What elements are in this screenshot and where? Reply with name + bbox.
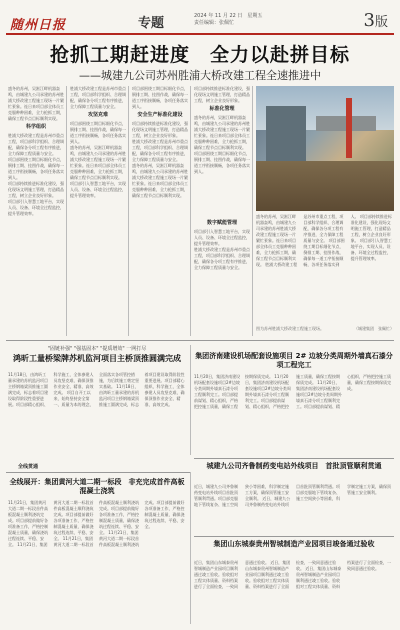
left-story-text xyxy=(8,372,186,408)
lead-col4-text: 项目部持续推进标准化建设，强化现场文明施工管理，打造精品工程，树立企业良好形象。 xyxy=(194,86,250,103)
bottom-left-paragraph: 11月21日，集团黄河大道二期一标段首件高板混凝土顺利浇筑完成。项目部提前做好各项准备工作，严格控制混凝土质量，确保浇筑过程连续、平稳、安全。 xyxy=(8,500,48,547)
bottom-left-text xyxy=(8,500,186,548)
lead-right-text-a: 盛冬的苏州，吴淞江畔机器轰鸣，由城建九公司承建的苏州胜浦大桥改建工程施工现场一片繁忙景象。连日来项目部全体员工克服种种困难，全力抢抓工期，确保工程节点目标顺利实现。 xyxy=(256,214,296,267)
lead-mini-title-2: 攻坚克难 xyxy=(87,112,108,118)
lead-column-3 xyxy=(132,86,188,336)
photo-structure xyxy=(266,106,306,166)
masthead-rule xyxy=(6,33,394,35)
lead-subhead: ——城建九公司苏州胜浦大桥改建工程全速推进中 xyxy=(79,69,321,82)
right-story-paragraph-2: 11月20日，集团济南建设机场配套设施项目2#边坡分类周期外墙真石漆分项工程顺利完工。项目部提前谋划、精心组织，严格把控施工质量，确保工程按期保质完成。 xyxy=(245,374,340,409)
lead-mini-title-3: 安全生产标准化建设 xyxy=(137,112,183,118)
section-divider xyxy=(6,340,394,341)
lead-mini-title-1: 科学组织 xyxy=(25,124,46,130)
lead-col3-text-c: 胜浦大桥改建工程是苏州市重点工程，项目部科学组织、合理调配，确保各分项工程有序推进，全力保障工程质量与安全。 xyxy=(132,139,188,162)
lead-col3-text-b: 项目部持续推进标准化建设，强化现场文明施工管理，打造精品工程，树立企业良好形象。 xyxy=(132,121,188,138)
left-story-paragraph-3: 11月18日，由鸿昕工量承建的苏机监河项目主桥钢箱梁顶推施工圆满完成，标志着项目建设取得阶段性重要进展。项目部精心组织、科学施工，全体参建人员攻坚克难，确保顶推作业安全、精准、高效完成。 xyxy=(99,372,185,407)
lead-right-paragraph xyxy=(256,214,394,268)
bottom-right-paragraph-3: 近日，集团山东城泰贵州智城制造产业园项目顺利通过竣工验收。验收组对工程实体质量、资料档案进行了全面检查，一致同意通过验收。 xyxy=(296,560,391,589)
lead-column-4b xyxy=(194,218,250,336)
bottom-right-text xyxy=(194,560,394,590)
lead-col1-text-e: 项目部引入智慧工地平台，实现人员、设备、环境全过程监控，提升管理效率。 xyxy=(8,199,64,216)
lead-col4-text-b: 盛冬的苏州，吴淞江畔机器轰鸣，由城建九公司承建的苏州胜浦大桥改建工程施工现场一片繁忙景象。连日来项目部全体员工克服种种困难，全力抢抓工期，确保工程节点目标顺利实现。 xyxy=(194,115,250,150)
lead-right-text-c: 项目部围绕工期目标细化节点，倒排工期、挂图作战，确保每一道工序衔接顺畅，各项任务落实到人。 xyxy=(303,214,359,267)
lead-right-text-d: 项目部持续推进标准化建设，强化现场文明施工管理，打造精品工程，树立企业良好形象。 xyxy=(350,214,392,243)
bottom-right-paragraph: 近日，集团山东城泰贵州智城制造产业园项目顺利通过竣工验收。验收组对工程实体质量、资料档案进行了全面检查，一致同意通过验收。 xyxy=(194,560,269,589)
section-name: 专题 xyxy=(138,16,165,31)
bottom-left-paragraph-4: 11月21日，集团黄河大道二期一标段首件高板混凝土顺利浇筑完成。项目部提前做好各项准备工作，严格控制混凝土质量，确保浇筑过程连续、平稳、安全。 xyxy=(99,500,185,547)
mid-story-paragraph-2: 近日，城建九公司齐鲁制药变电站外线项目首批顶管顺利贯通。项目部克服地下管线复杂、施工空间狭小等困难，科学制定施工方案，确保顶管施工安全顺利。 xyxy=(245,484,391,507)
issue-date: 2024 年 11 月 22 日 星期五 xyxy=(194,13,263,19)
left-story-kicker: "固链补强" "强基固本" "提质增效" 一网打尽 xyxy=(47,346,147,352)
lead-right-text xyxy=(256,214,394,324)
mid-story-text xyxy=(194,484,394,508)
right-story-paragraph: 11月20日，集团济南建设机场配套设施项目2#边坡分类周期外墙真石漆分项工程顺利完工。项目部提前谋划、精心组织，严格把控施工质量，确保工程按期保质完成。 xyxy=(194,374,273,409)
lead-col1-text-d: 项目部持续推进标准化建设，强化现场文明施工管理，打造精品工程，树立企业良好形象。 xyxy=(8,181,64,198)
lead-col2-text-b: 项目部围绕工期目标细化节点，倒排工期、挂图作战，确保每一道工序衔接顺畅，各项任务落实到人。 xyxy=(70,121,126,144)
left-story-body xyxy=(8,372,186,460)
page-number-value: 3 xyxy=(363,10,375,31)
mid-story-paragraph: 近日，城建九公司齐鲁制药变电站外线项目首批顶管顺利贯通。项目部克服地下管线复杂、施工空间狭小等困难，科学制定施工方案，确保顶管施工安全顺利。 xyxy=(194,484,289,507)
lead-right-text-e: 项目部引入智慧工地平台，实现人员、设备、环境全过程监控，提升管理效率。 xyxy=(350,238,392,261)
bottom-right-body xyxy=(194,560,394,624)
photo-ground xyxy=(256,161,394,211)
lead-col1-text-c: 项目部围绕工期目标细化节点，倒排工期、挂图作战，确保每一道工序衔接顺畅，各项任务落实到人。 xyxy=(8,157,64,180)
right-story-text xyxy=(194,374,394,410)
lead-col4-text-c: 项目部围绕工期目标细化节点，倒排工期、挂图作战，确保每一道工序衔接顺畅，各项任务落实到人。 xyxy=(194,151,250,174)
editor-credit: 责任编辑：张佩忙 xyxy=(194,20,235,26)
column-divider xyxy=(190,86,191,336)
lead-col3-text: 项目部围绕工期目标细化节点，倒排工期、挂图作战，确保每一道工序衔接顺畅，各项任务落实到人。 xyxy=(132,86,188,109)
column-divider xyxy=(190,472,191,624)
bottom-right-title: 集团山东城泰贵州智城制造产业园项目竣备通过验收 xyxy=(213,540,375,548)
bottom-left-paragraph-2: 11月21日，集团黄河大道二期一标段首件高板混凝土顺利浇筑完成。项目部提前做好各项准备工作，严格控制混凝土质量，确保浇筑过程连续、平稳、安全。 xyxy=(17,500,94,547)
lead-col4b-text: 项目部引入智慧工地平台，实现人员、设备、环境全过程监控，提升管理效率。 xyxy=(194,229,250,246)
bottom-left-title: 全线展开：集团黄河大道二期一标段 非充完成首件高板混凝土浇筑 xyxy=(9,478,185,495)
lead-col2-text-c: 盛冬的苏州，吴淞江畔机器轰鸣，由城建九公司承建的苏州胜浦大桥改建工程施工现场一片繁忙景象。连日来项目部全体员工克服种种困难，全力抢抓工期，确保工程节点目标顺利实现。 xyxy=(70,145,126,180)
lead-mini-title-5: 数字赋能管理 xyxy=(206,220,237,226)
lead-column-1 xyxy=(8,86,64,336)
mid-story-body xyxy=(194,484,394,534)
right-story-title: 集团济南建设机场配套设施项目 2# 边坡分类周期外墙真石漆分项工程完工 xyxy=(195,352,393,369)
bottom-right-paragraph-2: 近日，集团山东城泰贵州智城制造产业园项目顺利通过竣工验收。验收组对工程实体质量、资料档案进行了全面检查，一致同意通过验收。 xyxy=(245,560,336,589)
lead-col2-text: 胜浦大桥改建工程是苏州市重点工程，项目部科学组织、合理调配，确保各分项工程有序推进，全力保障工程质量与安全。 xyxy=(70,86,126,109)
bottom-left-body xyxy=(8,500,186,624)
left-story-subtitle: 全线贯通 xyxy=(17,464,38,470)
column-divider xyxy=(190,345,191,455)
column-divider xyxy=(128,86,129,336)
left-story-title: 鸿昕工量桥梁牌苏机监河项目主桥顶推圆满完成 xyxy=(13,354,181,363)
right-story-body xyxy=(194,374,394,456)
byline: （城建集团 张佩忙） xyxy=(354,326,394,331)
construction-photo xyxy=(256,86,394,211)
section-divider xyxy=(194,458,394,459)
column-divider xyxy=(252,86,253,336)
page-suffix: 版 xyxy=(374,15,388,30)
right-story-paragraph-3: 11月20日，集团济南建设机场配套设施项目2#边坡分类周期外墙真石漆分项工程顺利完工。项目部提前谋划、精心组织，严格把控施工质量，确保工程按期保质完成。 xyxy=(296,374,391,409)
masthead xyxy=(6,10,392,33)
photo-crane xyxy=(346,98,352,158)
bottom-left-paragraph-3: 11月21日，集团黄河大道二期一标段首件高板混凝土顺利浇筑完成。项目部提前做好各项准备工作，严格控制混凝土质量，确保浇筑过程连续、平稳、安全。 xyxy=(53,500,139,547)
lead-column-2 xyxy=(70,86,126,336)
mid-story-title: 城建九公司齐鲁制药变电站外线项目 首批顶管顺利贯通 xyxy=(206,462,382,470)
column-divider xyxy=(66,86,67,336)
lead-col3-text-d: 盛冬的苏州，吴淞江畔机器轰鸣，由城建九公司承建的苏州胜浦大桥改建工程施工现场一片繁忙景象。连日来项目部全体员工克服种种困难，全力抢抓工期，确保工程节点目标顺利实现。 xyxy=(132,163,188,198)
photo-caption: 图为苏州胜浦大桥改建工程施工现场。 xyxy=(256,326,324,331)
left-story-paragraph: 11月18日，由鸿昕工量承建的苏机监河项目主桥钢箱梁顶推施工圆满完成，标志着项目建设取得阶段性重要进展。项目部精心组织、科学施工，全体参建人员攻坚克难，确保顶推作业安全、精准、高效完成。 xyxy=(8,372,94,407)
section-divider xyxy=(6,472,190,473)
left-story-paragraph-2: 项目自开工以来，始终坚持安全第一、质量为本的理念，全面落实各项管控措施，为后续施工奠定坚实基础。 xyxy=(53,372,139,407)
lead-col2-text-d: 项目部引入智慧工地平台，实现人员、设备、环境全过程监控，提升管理效率。 xyxy=(70,181,126,198)
lead-right-text-b: 胜浦大桥改建工程是苏州市重点工程，项目部科学组织、合理调配，确保各分项工程有序推进，全力保障工程质量与安全。 xyxy=(265,214,344,267)
lead-col4b-text-b: 胜浦大桥改建工程是苏州市重点工程，项目部科学组织、合理调配，确保各分项工程有序推进，全力保障工程质量与安全。 xyxy=(194,247,250,270)
lead-column-4 xyxy=(194,86,250,216)
dateline xyxy=(194,13,262,27)
newspaper-logo: 随州日报 xyxy=(10,18,67,33)
lead-headline: 抢抓工期赶进度 全力以赴拼目标 xyxy=(49,44,350,66)
page-number xyxy=(364,10,388,31)
lead-col1-text: 盛冬的苏州，吴淞江畔机器轰鸣，由城建九公司承建的苏州胜浦大桥改建工程施工现场一片繁忙景象。连日来项目部全体员工克服种种困难，全力抢抓工期，确保工程节点目标顺利实现。 xyxy=(8,86,64,121)
lead-col1-text-b: 胜浦大桥改建工程是苏州市重点工程，项目部科学组织、合理调配，确保各分项工程有序推进，全力保障工程质量与安全。 xyxy=(8,133,64,156)
lead-mini-title-4: 标准化管理 xyxy=(209,106,235,112)
section-divider xyxy=(194,536,394,537)
